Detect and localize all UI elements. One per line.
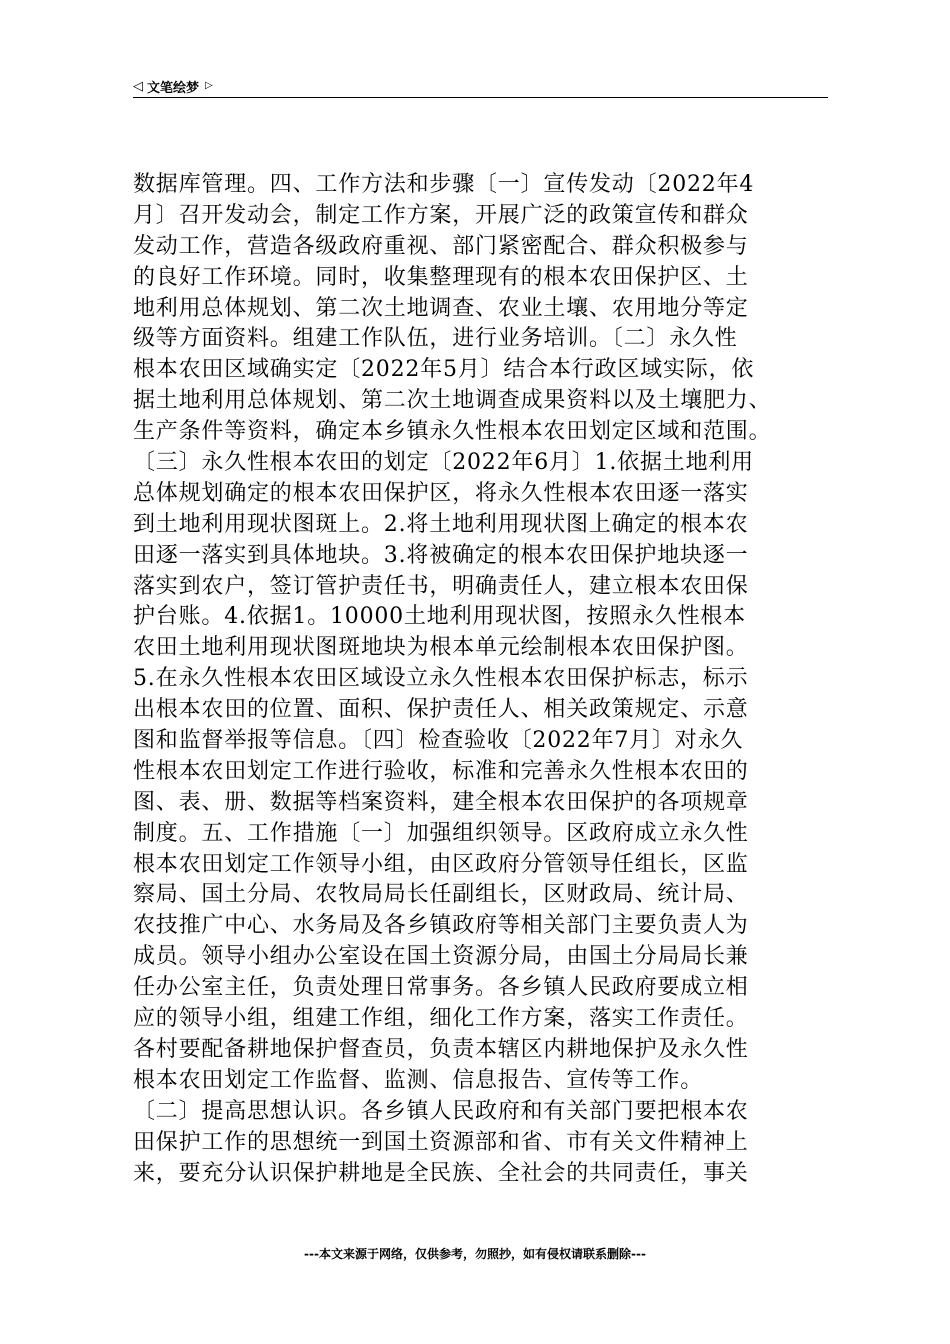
body-line: 总体规划确定的根本农田保护区，将永久性根本农田逐一落实 — [133, 480, 749, 506]
body-line: 〔三〕永久性根本农田的划定〔2022年6月〕1.依据土地利用 — [133, 450, 754, 476]
body-line: 发动工作，营造各级政府重视、部门紧密配合、群众积极参与 — [133, 233, 749, 259]
body-line: 性根本农田划定工作进行验收，标准和完善永久性根本农田的 — [133, 758, 749, 784]
body-line: 来，要充分认识保护耕地是全民族、全社会的共同责任，事关 — [133, 1160, 749, 1186]
body-line: 图和监督举报等信息。〔四〕检查验收〔2022年7月〕对永久 — [133, 728, 744, 754]
body-line: 的良好工作环境。同时，收集整理现有的根本农田保护区、土 — [133, 264, 749, 290]
page-footer: ---本文来源于网络，仅供参考，勿照抄，如有侵权请联系删除--- — [304, 1247, 646, 1261]
body-line: 农田土地利用现状图斑地块为根本单元绘制根本农田保护图。 — [133, 635, 749, 661]
body-line: 地利用总体规划、第二次土地调查、农业土壤、农用地分等定 — [133, 295, 749, 321]
body-line: 落实到农户，签订管护责任书，明确责任人，建立根本农田保 — [133, 573, 749, 599]
body-line: 5.在永久性根本农田区域设立永久性根本农田保护标志，标示 — [133, 666, 749, 692]
header-divider — [133, 97, 828, 98]
body-line: 〔二〕提高思想认识。各乡镇人民政府和有关部门要把根本农 — [133, 1098, 749, 1124]
body-line: 任办公室主任，负责处理日常事务。各乡镇人民政府要成立相 — [133, 975, 749, 1001]
body-line: 制度。五、工作措施〔一〕加强组织领导。区政府成立永久性 — [133, 820, 749, 846]
body-line: 根本农田区域确实定〔2022年5月〕结合本行政区域实际，依 — [133, 357, 755, 383]
page-header — [133, 74, 828, 98]
body-line: 出根本农田的位置、面积、保护责任人、相关政策规定、示意 — [133, 697, 749, 723]
body-line: 护台账。4.依据1。10000土地利用现状图，按照永久性根本 — [133, 604, 746, 630]
brand-name: 文笔绘梦 — [147, 80, 200, 96]
body-line: 各村要配备耕地保护督查员，负责本辖区内耕地保护及永久性 — [133, 1036, 749, 1062]
body-line: 成员。领导小组办公室设在国土资源分局，由国土分局局长兼 — [133, 944, 749, 970]
body-line: 根本农田划定工作监督、监测、信息报告、宣传等工作。 — [133, 1067, 704, 1093]
body-line: 根本农田划定工作领导小组，由区政府分管领导任组长，区监 — [133, 851, 749, 877]
body-line: 察局、国土分局、农牧局局长任副组长，区财政局、统计局、 — [133, 882, 749, 908]
body-line: 数据库管理。四、工作方法和步骤〔一〕宣传发动〔2022年4 — [133, 172, 755, 197]
body-line: 图、表、册、数据等档案资料，建全根本农田保护的各项规章 — [133, 789, 749, 815]
body-line: 级等方面资料。组建工作队伍，进行业务培训。〔二〕永久性 — [133, 326, 738, 352]
triangle-right-icon: ▷ — [205, 80, 213, 91]
body-line: 月〕召开发动会，制定工作方案，开展广泛的政策宣传和群众 — [133, 202, 749, 228]
body-line: 到土地利用现状图斑上。2.将土地利用现状图上确定的根本农 — [133, 511, 749, 537]
triangle-left-icon: ◁ — [133, 78, 143, 94]
body-line: 农技推广中心、水务局及各乡镇政府等相关部门主要负责人为 — [133, 913, 749, 939]
body-line: 应的领导小组，组建工作组，细化工作方案，落实工作责任。 — [133, 1006, 749, 1032]
document-body — [133, 170, 821, 1189]
body-line: 据土地利用总体规划、第二次土地调查成果资料以及土壤肥力、 — [133, 388, 772, 414]
body-line: 田保护工作的思想统一到国土资源部和省、市有关文件精神上 — [133, 1129, 749, 1155]
body-line: 生产条件等资料，确定本乡镇永久性根本农田划定区域和范围。 — [133, 419, 772, 445]
body-line: 田逐一落实到具体地块。3.将被确定的根本农田保护地块逐一 — [133, 542, 749, 568]
